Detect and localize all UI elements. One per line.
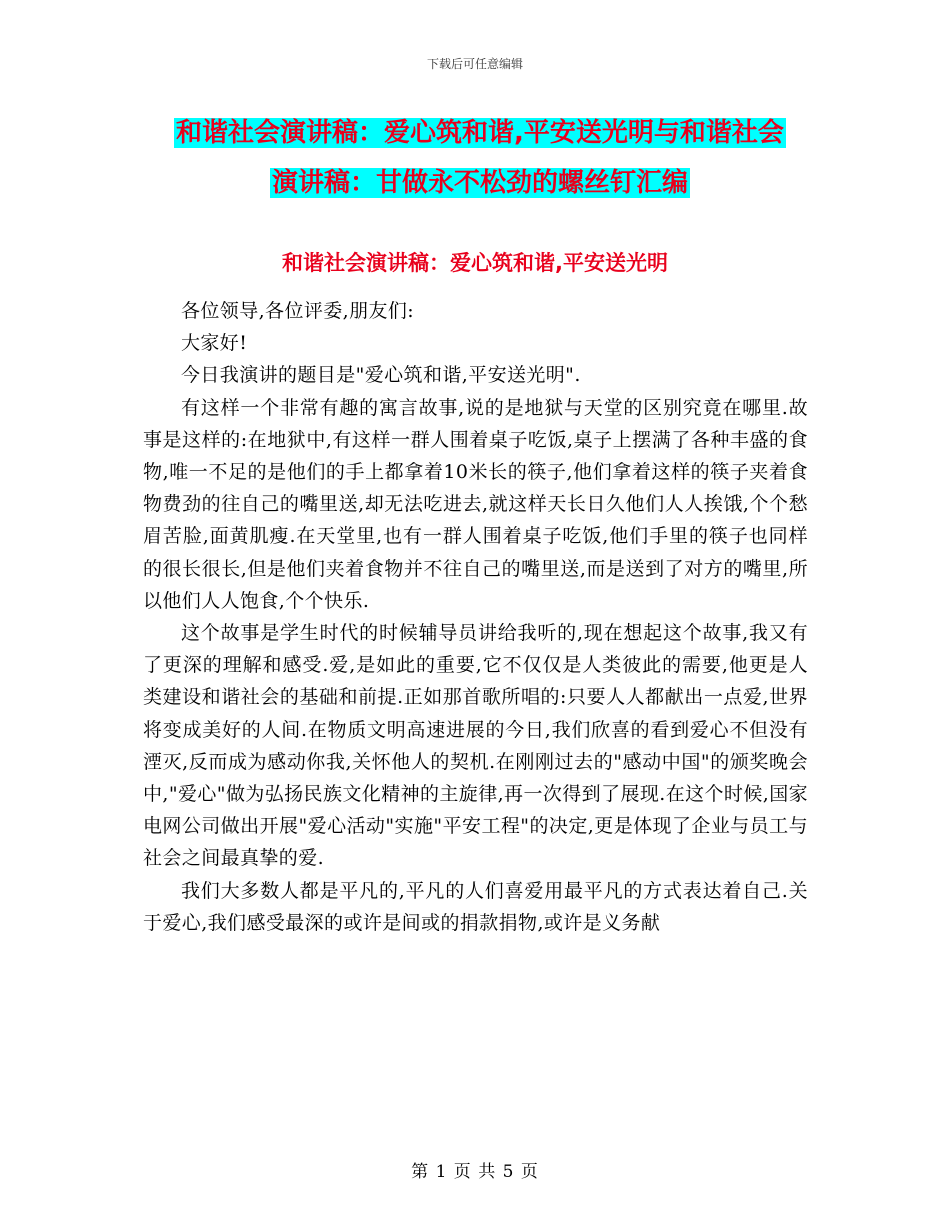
- paragraph-topic: 今日我演讲的题目是"爱心筑和谐,平安送光明".: [181, 364, 581, 387]
- paragraph-ordinary: 我们大多数人都是平凡的,平凡的人们喜爱用最平凡的方式表达着自己.关于爱心,我们感受最深的或许是间或的捐款捐物,或许是义务献: [143, 879, 808, 934]
- paragraph-reflection: 这个故事是学生时代的时候辅导员讲给我听的,现在想起这个故事,我又有了更深的理解和感受.爱,是如此的重要,它不仅仅是人类彼此的需要,他更是人类建设和谐社会的基础和前提.正如那首歌所唱的:只要人人都献出一点爱,世界将变成美好的人间.在物质文明高速进展的今日,我们欣喜的看到爱心不但没有湮灭,反而成为感动你我,关怀他人的契机.在刚刚过去的"感动中国"的颁奖晚会中,"爱心"做为弘扬民族文化精神的主旋律,再一次得到了展现.在这个时候,国家电网公司做出开展"爱心活动"实施"平安工程"的决定,更是体现了企业与员工与社会之间最真挚的爱.: [143, 622, 808, 870]
- section-title: 和谐社会演讲稿：爱心筑和谐,平安送光明: [282, 251, 668, 275]
- paragraph-hello: 大家好!: [181, 332, 248, 355]
- paragraph-greeting: 各位领导,各位评委,朋友们:: [181, 300, 415, 322]
- document-title: [140, 108, 820, 208]
- page-footer: 第 1 页 共 5 页: [411, 1162, 539, 1182]
- paragraph-story: 有这样一个非常有趣的寓言故事,说的是地狱与天堂的区别究竟在哪里.故事是这样的:在地狱中,有这样一群人围着桌子吃饭,桌子上摆满了各种丰盛的食物,唯一不足的是他们的手上都拿着10米长的筷子,他们拿着这样的筷子夹着食物费劲的往自己的嘴里送,却无法吃进去,就这样天长日久他们人人挨饿,个个愁眉苦脸,面黄肌瘦.在天堂里,也有一群人围着桌子吃饭,他们手里的筷子也同样的很长很长,但是他们夹着食物并不往自己的嘴里送,而是送到了对方的嘴里,所以他们人人饱食,个个快乐.: [143, 396, 808, 612]
- title-line-1: 和谐社会演讲稿：爱心筑和谐,平安送光明与和谐社会: [176, 118, 784, 148]
- page-header: 下载后可任意编辑: [426, 57, 523, 71]
- body-text: [143, 295, 808, 939]
- title-line-2: 演讲稿：甘做永不松劲的螺丝钉汇编: [271, 168, 688, 198]
